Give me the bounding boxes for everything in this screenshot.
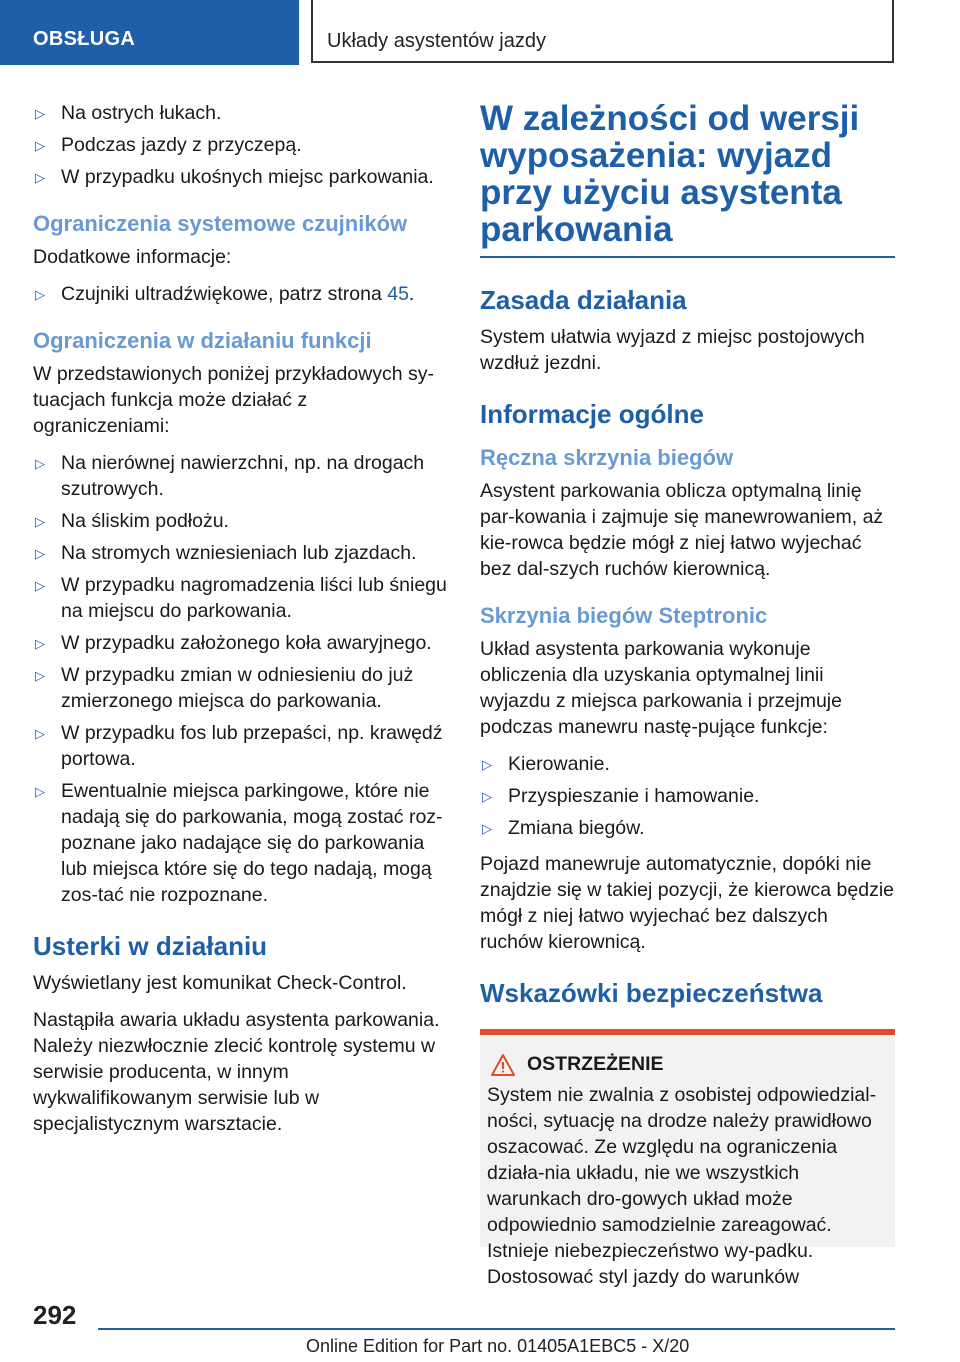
sensors-intro: Dodatkowe informacje: bbox=[33, 246, 232, 268]
faults-heading: Usterki w działaniu bbox=[33, 931, 268, 961]
faults-paragraph-1: Wyświetlany jest komunikat Check-Control. bbox=[33, 972, 407, 994]
triangle-right-icon: ▷ bbox=[35, 170, 45, 185]
manual-gearbox-text: Asystent parkowania oblicza optymalną linię par-kowania i zajmuje się manewrowaniem, aż kie-rowca będzie mógł z niej łatwo wyjechać bez dal-szych ruchów kierownicą. bbox=[480, 480, 884, 580]
faults-paragraph-2: Nastąpiła awaria układu asystenta parkowania. Należy niezwłocznie zlecić kontrolę systemu w serwisie producenta, w innym wykwalifikowanym serwisie lub w specjalistycznym warsztacie. bbox=[33, 1009, 440, 1135]
sensors-list bbox=[33, 281, 448, 307]
general-heading: Informacje ogólne bbox=[480, 399, 704, 429]
warning-title: OSTRZEŻENIE bbox=[527, 1053, 664, 1075]
limits-heading: Ograniczenia w działaniu funkcji bbox=[33, 328, 372, 353]
triangle-right-icon: ▷ bbox=[35, 546, 45, 561]
list-item: ▷ Przyspieszanie i hamowanie. bbox=[480, 783, 895, 809]
list-item: ▷ Zmiana biegów. bbox=[480, 815, 895, 841]
list-item: ▷ Na śliskim podłożu. bbox=[33, 508, 448, 534]
triangle-right-icon: ▷ bbox=[35, 138, 45, 153]
list-item: ▷ W przypadku ukośnych miejsc parkowania. bbox=[33, 164, 448, 190]
triangle-right-icon: ▷ bbox=[35, 514, 45, 529]
triangle-right-icon: ▷ bbox=[35, 456, 45, 471]
warning-title-row bbox=[487, 1053, 888, 1076]
safety-heading: Wskazówki bezpieczeństwa bbox=[480, 978, 823, 1008]
sensors-heading: Ograniczenia systemowe czujników bbox=[33, 211, 408, 236]
steptronic-after-text: Pojazd manewruje automatycznie, dopóki nie znajdzie się w takiej pozycji, że kierowca będzie mógł z niej łatwo wyjechać bez dalszych ruchów kierownicą. bbox=[480, 853, 895, 953]
left-column bbox=[33, 100, 448, 1148]
right-column bbox=[480, 99, 895, 1288]
triangle-right-icon: ▷ bbox=[35, 578, 45, 593]
limits-list bbox=[33, 450, 448, 908]
warning-box bbox=[480, 1029, 895, 1288]
top-list bbox=[33, 100, 448, 190]
triangle-right-icon: ▷ bbox=[482, 821, 492, 836]
list-item: ▷ Na ostrych łukach. bbox=[33, 100, 448, 126]
triangle-right-icon: ▷ bbox=[35, 106, 45, 121]
list-item: ▷ W przypadku zmian w odniesieniu do już zmierzonego miejsca do parkowania. bbox=[35, 664, 414, 712]
triangle-right-icon: ▷ bbox=[35, 287, 45, 302]
limits-intro: W przedstawionych poniżej przykładowych sy-tuacjach funkcja może działać z ograniczeniami: bbox=[33, 363, 434, 437]
list-item: ▷ Na nierównej nawierzchni, np. na drogach szutrowych. bbox=[35, 452, 425, 500]
section-title: OBSŁUGA bbox=[33, 28, 136, 50]
list-item: ▷ Na stromych wzniesieniach lub zjazdach. bbox=[33, 540, 448, 566]
principle-text: System ułatwia wyjazd z miejsc postojowych wzdłuż jezdni. bbox=[480, 326, 865, 374]
triangle-right-icon: ▷ bbox=[35, 784, 45, 799]
triangle-right-icon: ▷ bbox=[35, 636, 45, 651]
footer-divider bbox=[98, 1328, 895, 1330]
list-item: ▷ W przypadku nagromadzenia liści lub śniegu na miejscu do parkowania. bbox=[35, 574, 447, 622]
triangle-right-icon: ▷ bbox=[482, 789, 492, 804]
footer-edition: Online Edition for Part no. 01405A1EBC5 - X/20 bbox=[306, 1336, 690, 1356]
list-item: ▷ W przypadku fos lub przepaści, np. krawędź portowa. bbox=[35, 722, 443, 770]
list-item: ▷ Ewentualnie miejsca parkingowe, które nie nadają się do parkowania, mogą zostać roz-poznane jako nadające się do parkowania lub miejsca które się do tego nadają, mogą zos-tać nie rozpoznane. bbox=[35, 780, 443, 906]
warning-text: System nie zwalnia z osobistej odpowiedzial-ności, sytuację na drodze należy prawidłowo oszacować. Ze względu na ograniczenia działa-nia układu, nie we wszystkich warunkach dro-gowych układ może odpowiednio samodzielnie zareagować. Istnieje niebezpieczeństwo wy-padku. Dostosować styl jazdy do warunków bbox=[487, 1084, 877, 1288]
list-item: ▷ Podczas jazdy z przyczepą. bbox=[33, 132, 448, 158]
chapter-title: Układy asystentów jazdy bbox=[327, 30, 546, 52]
triangle-right-icon: ▷ bbox=[482, 757, 492, 772]
steptronic-list bbox=[480, 751, 895, 841]
steptronic-heading: Skrzynia biegów Steptronic bbox=[480, 603, 768, 628]
section-tab bbox=[0, 0, 299, 65]
warning-triangle-icon bbox=[491, 1054, 515, 1076]
chapter-tab bbox=[311, 0, 894, 63]
section-main-title: W zależności od wersji wyposażenia: wyjazd przy użyciu asystenta parkowania bbox=[480, 100, 895, 258]
list-item: ▷ Czujniki ultradźwiękowe, patrz strona 45. bbox=[33, 281, 448, 307]
triangle-right-icon: ▷ bbox=[35, 726, 45, 741]
page-reference-link[interactable]: 45 bbox=[387, 283, 409, 305]
principle-heading: Zasada działania bbox=[480, 285, 687, 315]
list-item: ▷ W przypadku założonego koła awaryjnego. bbox=[33, 630, 448, 656]
steptronic-text: Układ asystenta parkowania wykonuje obliczenia dla uzyskania optymalnej linii wyjazdu z miejsca parkowania i przejmuje podczas manewru nastę-pujące funkcje: bbox=[480, 638, 842, 738]
list-item: ▷ Kierowanie. bbox=[480, 751, 895, 777]
triangle-right-icon: ▷ bbox=[35, 668, 45, 683]
manual-gearbox-heading: Ręczna skrzynia biegów bbox=[480, 445, 734, 470]
page-number: 292 bbox=[33, 1300, 77, 1330]
